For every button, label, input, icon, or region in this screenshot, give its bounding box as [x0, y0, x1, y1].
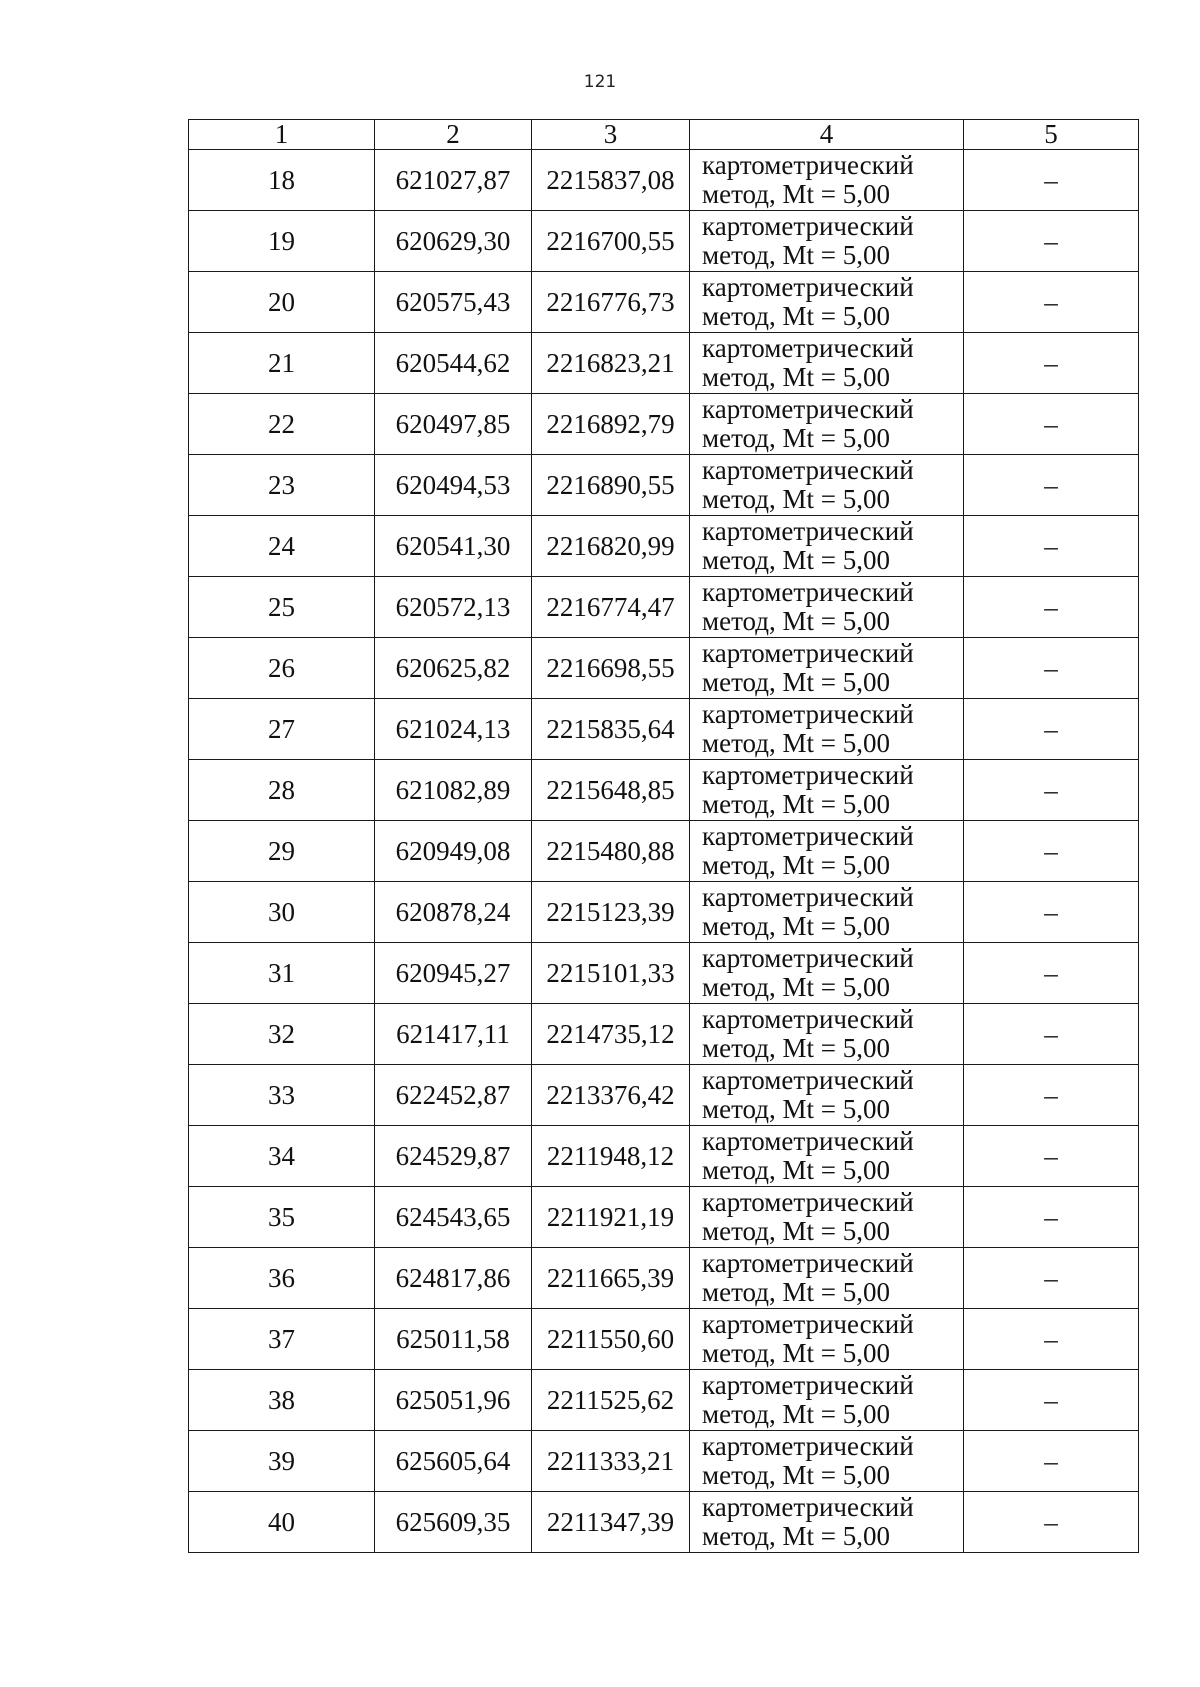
coordinate-x: 620494,53	[375, 455, 532, 516]
method-cell	[690, 882, 964, 943]
table-row	[189, 1309, 1139, 1370]
coordinate-y: 2215480,88	[532, 821, 690, 882]
coordinate-x: 624817,86	[375, 1248, 532, 1309]
table-row	[189, 1492, 1139, 1553]
method-cell	[690, 150, 964, 211]
table-row	[189, 1004, 1139, 1065]
table-row	[189, 1065, 1139, 1126]
point-number: 37	[189, 1309, 375, 1370]
point-number: 30	[189, 882, 375, 943]
note-dash: –	[964, 1187, 1139, 1248]
coordinate-y: 2216774,47	[532, 577, 690, 638]
coordinate-y: 2215837,08	[532, 150, 690, 211]
coordinate-x: 620541,30	[375, 516, 532, 577]
table-row	[189, 821, 1139, 882]
method-cell	[690, 821, 964, 882]
note-dash: –	[964, 394, 1139, 455]
method-cell	[690, 1309, 964, 1370]
table-row	[189, 150, 1139, 211]
table-row	[189, 577, 1139, 638]
coordinate-x: 625051,96	[375, 1370, 532, 1431]
method-cell	[690, 1004, 964, 1065]
coordinate-y: 2211333,21	[532, 1431, 690, 1492]
coordinate-x: 621082,89	[375, 760, 532, 821]
table-row	[189, 943, 1139, 1004]
method-cell	[690, 1126, 964, 1187]
method-cell	[690, 1431, 964, 1492]
point-number: 36	[189, 1248, 375, 1309]
table-row	[189, 272, 1139, 333]
coordinate-y: 2215123,39	[532, 882, 690, 943]
method-cell	[690, 516, 964, 577]
point-number: 28	[189, 760, 375, 821]
method-line-1: картометрический	[702, 1309, 914, 1339]
method-cell	[690, 1187, 964, 1248]
method-line-1: картометрический	[702, 882, 914, 912]
table-row	[189, 1248, 1139, 1309]
method-line-1: картометрический	[702, 638, 914, 668]
method-line-2: метод, Mt = 5,00	[702, 728, 890, 758]
method-line-2: метод, Mt = 5,00	[702, 1033, 890, 1063]
note-dash: –	[964, 150, 1139, 211]
point-number: 19	[189, 211, 375, 272]
coordinate-x: 625011,58	[375, 1309, 532, 1370]
coordinate-x: 624529,87	[375, 1126, 532, 1187]
coordinate-y: 2216823,21	[532, 333, 690, 394]
method-line-2: метод, Mt = 5,00	[702, 1216, 890, 1246]
method-line-2: метод, Mt = 5,00	[702, 362, 890, 392]
coordinate-y: 2215648,85	[532, 760, 690, 821]
coordinate-x: 624543,65	[375, 1187, 532, 1248]
method-line-2: метод, Mt = 5,00	[702, 179, 890, 209]
coordinate-y: 2216820,99	[532, 516, 690, 577]
table-row	[189, 882, 1139, 943]
coordinate-x: 620629,30	[375, 211, 532, 272]
table-row	[189, 760, 1139, 821]
method-line-2: метод, Mt = 5,00	[702, 850, 890, 880]
coordinate-y: 2216698,55	[532, 638, 690, 699]
coordinate-x: 621417,11	[375, 1004, 532, 1065]
table-row	[189, 1126, 1139, 1187]
method-line-1: картометрический	[702, 1187, 914, 1217]
coordinate-y: 2211347,39	[532, 1492, 690, 1553]
coordinate-x: 620945,27	[375, 943, 532, 1004]
method-cell	[690, 577, 964, 638]
note-dash: –	[964, 943, 1139, 1004]
point-number: 39	[189, 1431, 375, 1492]
method-line-1: картометрический	[702, 1370, 914, 1400]
method-line-2: метод, Mt = 5,00	[702, 789, 890, 819]
table-header	[189, 120, 1139, 150]
method-line-1: картометрический	[702, 150, 914, 180]
method-line-1: картометрический	[702, 577, 914, 607]
method-line-2: метод, Mt = 5,00	[702, 1094, 890, 1124]
note-dash: –	[964, 516, 1139, 577]
method-line-1: картометрический	[702, 1248, 914, 1278]
point-number: 21	[189, 333, 375, 394]
method-cell	[690, 1065, 964, 1126]
method-line-1: картометрический	[702, 943, 914, 973]
coordinate-y: 2211665,39	[532, 1248, 690, 1309]
coordinate-x: 620625,82	[375, 638, 532, 699]
point-number: 40	[189, 1492, 375, 1553]
table-row	[189, 516, 1139, 577]
method-cell	[690, 1492, 964, 1553]
method-line-1: картометрический	[702, 394, 914, 424]
note-dash: –	[964, 821, 1139, 882]
coordinate-y: 2211525,62	[532, 1370, 690, 1431]
coordinate-y: 2211948,12	[532, 1126, 690, 1187]
method-line-2: метод, Mt = 5,00	[702, 423, 890, 453]
point-number: 23	[189, 455, 375, 516]
coordinate-y: 2216890,55	[532, 455, 690, 516]
coordinate-x: 625605,64	[375, 1431, 532, 1492]
method-cell	[690, 638, 964, 699]
coordinates-table	[188, 119, 1139, 1553]
method-line-2: метод, Mt = 5,00	[702, 911, 890, 941]
table-body	[189, 150, 1139, 1553]
note-dash: –	[964, 333, 1139, 394]
method-cell	[690, 1248, 964, 1309]
note-dash: –	[964, 760, 1139, 821]
method-line-1: картометрический	[702, 211, 914, 241]
method-cell	[690, 211, 964, 272]
method-line-1: картометрический	[702, 1065, 914, 1095]
point-number: 31	[189, 943, 375, 1004]
coordinate-y: 2216700,55	[532, 211, 690, 272]
coordinate-x: 620572,13	[375, 577, 532, 638]
method-line-2: метод, Mt = 5,00	[702, 1460, 890, 1490]
method-line-1: картометрический	[702, 1004, 914, 1034]
coordinate-y: 2214735,12	[532, 1004, 690, 1065]
table-row	[189, 333, 1139, 394]
point-number: 22	[189, 394, 375, 455]
method-line-2: метод, Mt = 5,00	[702, 545, 890, 575]
coordinate-x: 621027,87	[375, 150, 532, 211]
method-line-2: метод, Mt = 5,00	[702, 1399, 890, 1429]
method-line-2: метод, Mt = 5,00	[702, 667, 890, 697]
method-line-2: метод, Mt = 5,00	[702, 301, 890, 331]
point-number: 24	[189, 516, 375, 577]
coordinate-y: 2215835,64	[532, 699, 690, 760]
method-line-2: метод, Mt = 5,00	[702, 484, 890, 514]
method-line-1: картометрический	[702, 1126, 914, 1156]
method-line-1: картометрический	[702, 699, 914, 729]
method-line-1: картометрический	[702, 1492, 914, 1522]
method-line-2: метод, Mt = 5,00	[702, 1277, 890, 1307]
note-dash: –	[964, 272, 1139, 333]
method-line-1: картометрический	[702, 272, 914, 302]
coordinate-x: 620544,62	[375, 333, 532, 394]
coordinate-y: 2216892,79	[532, 394, 690, 455]
table-row	[189, 1187, 1139, 1248]
coordinate-x: 620949,08	[375, 821, 532, 882]
coordinate-x: 622452,87	[375, 1065, 532, 1126]
point-number: 33	[189, 1065, 375, 1126]
coordinate-y: 2215101,33	[532, 943, 690, 1004]
coordinate-x: 620878,24	[375, 882, 532, 943]
coordinate-y: 2211921,19	[532, 1187, 690, 1248]
method-line-1: картометрический	[702, 333, 914, 363]
header-col-1: 1	[189, 120, 375, 150]
point-number: 38	[189, 1370, 375, 1431]
coordinate-x: 620575,43	[375, 272, 532, 333]
method-line-2: метод, Mt = 5,00	[702, 972, 890, 1002]
note-dash: –	[964, 699, 1139, 760]
method-cell	[690, 272, 964, 333]
table-row	[189, 455, 1139, 516]
point-number: 18	[189, 150, 375, 211]
method-cell	[690, 333, 964, 394]
method-cell	[690, 699, 964, 760]
method-cell	[690, 943, 964, 1004]
page-number: 121	[583, 72, 617, 92]
note-dash: –	[964, 455, 1139, 516]
header-col-2: 2	[375, 120, 532, 150]
note-dash: –	[964, 1309, 1139, 1370]
method-line-1: картометрический	[702, 821, 914, 851]
method-line-2: метод, Mt = 5,00	[702, 1521, 890, 1551]
method-line-2: метод, Mt = 5,00	[702, 1338, 890, 1368]
note-dash: –	[964, 882, 1139, 943]
coordinate-x: 625609,35	[375, 1492, 532, 1553]
coordinate-y: 2213376,42	[532, 1065, 690, 1126]
point-number: 34	[189, 1126, 375, 1187]
table-row	[189, 1370, 1139, 1431]
table-row	[189, 699, 1139, 760]
method-line-2: метод, Mt = 5,00	[702, 240, 890, 270]
table-row	[189, 1431, 1139, 1492]
note-dash: –	[964, 211, 1139, 272]
note-dash: –	[964, 577, 1139, 638]
method-line-1: картометрический	[702, 1431, 914, 1461]
note-dash: –	[964, 1004, 1139, 1065]
note-dash: –	[964, 1126, 1139, 1187]
method-cell	[690, 1370, 964, 1431]
note-dash: –	[964, 1065, 1139, 1126]
point-number: 35	[189, 1187, 375, 1248]
method-cell	[690, 455, 964, 516]
point-number: 26	[189, 638, 375, 699]
point-number: 32	[189, 1004, 375, 1065]
method-line-2: метод, Mt = 5,00	[702, 1155, 890, 1185]
note-dash: –	[964, 1492, 1139, 1553]
coordinate-y: 2216776,73	[532, 272, 690, 333]
note-dash: –	[964, 638, 1139, 699]
note-dash: –	[964, 1431, 1139, 1492]
header-col-4: 4	[690, 120, 964, 150]
method-line-1: картометрический	[702, 455, 914, 485]
coordinate-x: 620497,85	[375, 394, 532, 455]
table-row	[189, 638, 1139, 699]
point-number: 27	[189, 699, 375, 760]
point-number: 25	[189, 577, 375, 638]
table-row	[189, 394, 1139, 455]
method-line-2: метод, Mt = 5,00	[702, 606, 890, 636]
point-number: 29	[189, 821, 375, 882]
header-col-5: 5	[964, 120, 1139, 150]
header-row	[189, 120, 1139, 150]
point-number: 20	[189, 272, 375, 333]
method-line-1: картометрический	[702, 516, 914, 546]
header-col-3: 3	[532, 120, 690, 150]
coordinate-x: 621024,13	[375, 699, 532, 760]
coordinate-y: 2211550,60	[532, 1309, 690, 1370]
table-row	[189, 211, 1139, 272]
method-cell	[690, 394, 964, 455]
note-dash: –	[964, 1248, 1139, 1309]
method-cell	[690, 760, 964, 821]
note-dash: –	[964, 1370, 1139, 1431]
method-line-1: картометрический	[702, 760, 914, 790]
